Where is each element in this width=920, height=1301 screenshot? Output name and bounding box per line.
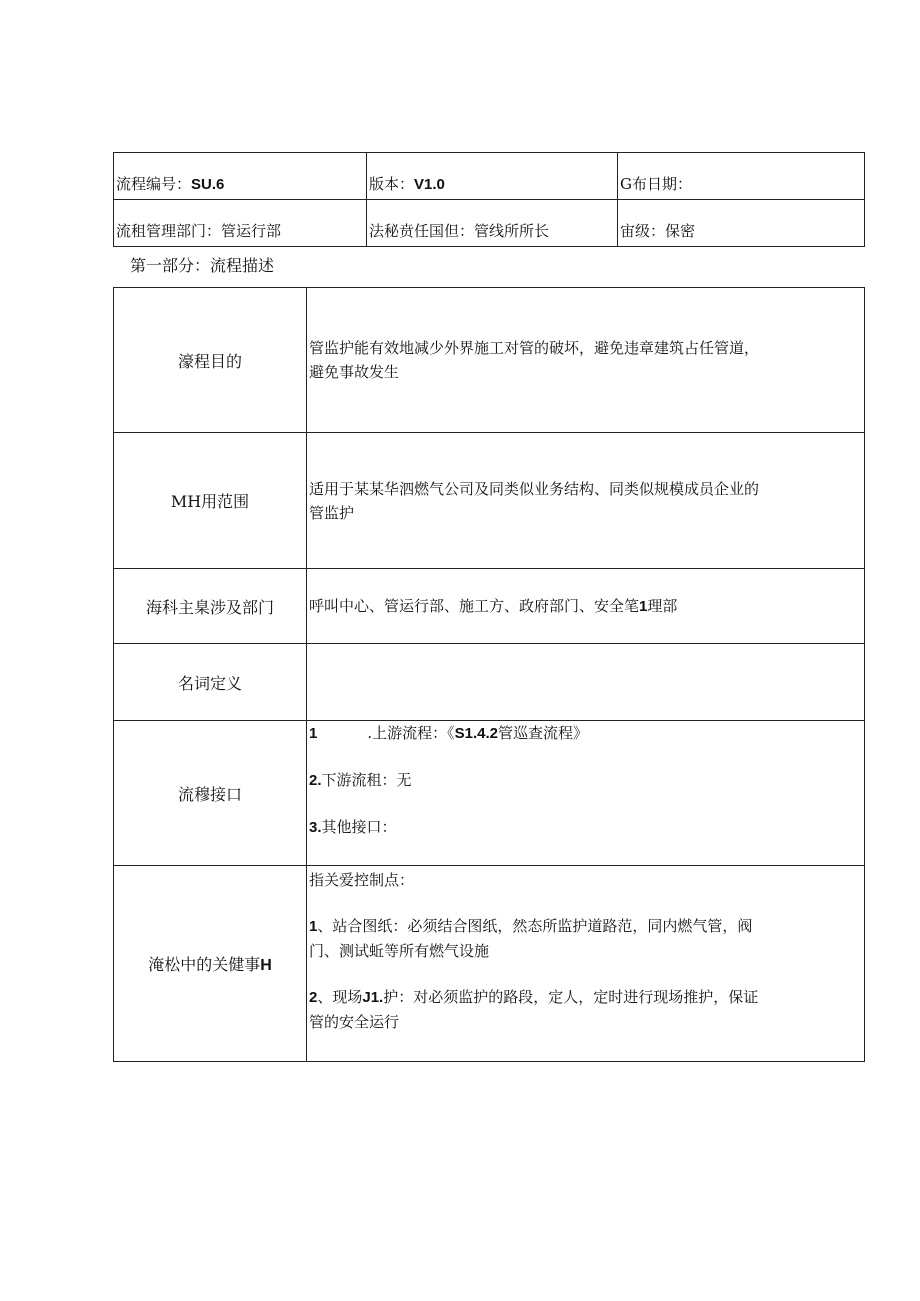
key-point-text: 管的安全运行 — [309, 1013, 400, 1031]
key-point-number: 2 — [309, 989, 318, 1006]
departments-label: 海科主臬涉及部门 — [114, 569, 307, 644]
key-point-text: 护：对必须监护的路段，定人，定时进行现场推护，保证 — [383, 988, 759, 1006]
version-label: 版本： — [369, 175, 415, 193]
interfaces-content — [307, 721, 865, 866]
purpose-label: 濠程目的 — [114, 288, 307, 433]
table-row — [114, 569, 865, 644]
interface-item-text: 管巡查流程》 — [498, 724, 589, 742]
key-point-text: 门、测试蚯等所有燃气设施 — [309, 942, 490, 960]
release-date-label: G布日期： — [620, 175, 692, 193]
purpose-content — [307, 288, 865, 433]
scope-line: 管监护 — [309, 503, 355, 522]
spacer — [309, 746, 862, 768]
interface-item-number: 3. — [309, 819, 322, 836]
interface-item-number: 1 — [309, 725, 318, 742]
scope-label: MH用范围 — [114, 433, 307, 569]
header-row — [114, 153, 865, 200]
key-points-label-text: 淹松中的关健事 — [148, 955, 261, 974]
responsible-person-cell: 法秘贲任国但：管线所所长 — [367, 200, 618, 247]
key-point-text: 、站合图纸：必须结合图纸，然态所监护道路范，同内燃气管，阀 — [317, 917, 753, 935]
interface-item-upstream — [309, 721, 862, 746]
version-cell — [367, 153, 618, 200]
process-description-table — [113, 287, 865, 1062]
scope-content — [307, 433, 865, 569]
departments-text: 呼叫中心、管运行部、施工方、政府部门、安全笔 — [309, 596, 640, 615]
interface-item-text: 其他接口： — [321, 818, 397, 836]
spacer — [309, 963, 862, 985]
key-point-item — [309, 914, 862, 939]
managing-department-cell: 流租管理部门：管运行部 — [114, 200, 367, 247]
departments-text-num: 1 — [639, 597, 648, 615]
table-row — [114, 433, 865, 569]
interface-item-code: S1.4.2 — [454, 725, 498, 742]
section-title: 第一部分：流程描述 — [130, 256, 275, 275]
interface-item-downstream — [309, 768, 862, 793]
table-row — [114, 866, 865, 1062]
table-row — [114, 288, 865, 433]
key-point-number: 1 — [309, 918, 318, 935]
release-date-cell — [618, 153, 865, 200]
purpose-line: 避免事故发生 — [309, 363, 400, 381]
security-level-cell: 宙级：保密 — [618, 200, 865, 247]
key-point-text: 、现场 — [317, 988, 363, 1006]
departments-text-end: 理部 — [647, 596, 678, 615]
table-row — [114, 721, 865, 866]
key-points-content — [307, 866, 865, 1062]
key-point-item — [309, 985, 862, 1010]
process-number-value: SU.6 — [191, 176, 225, 193]
spacer — [309, 793, 862, 815]
interface-item-text: .上游流程：《 — [367, 724, 455, 742]
definitions-label: 名词定义 — [114, 644, 307, 721]
version-value: V1.0 — [414, 176, 445, 193]
key-point-code: J1. — [362, 989, 384, 1006]
key-points-label-suffix: H — [260, 957, 272, 974]
key-points-label — [114, 866, 307, 1062]
header-row — [114, 200, 865, 247]
definitions-content — [307, 644, 865, 721]
process-number-cell — [114, 153, 367, 200]
interfaces-label: 流穆接口 — [114, 721, 307, 866]
interface-item-text: 下游流租：无 — [321, 771, 412, 789]
purpose-line: 管监护能有效地减少外界施工对管的破坏，避免违章建筑占任管道， — [309, 339, 760, 357]
scope-line: 适用于某某华泗燃气公司及同类似业务结构、同类似规模成员企业的 — [309, 479, 760, 498]
interface-item-number: 2. — [309, 772, 322, 789]
key-points-intro: 指关爱控制点： — [309, 871, 415, 889]
departments-content — [307, 569, 865, 644]
table-row — [114, 644, 865, 721]
interface-item-other — [309, 815, 862, 840]
process-number-label: 流程编号： — [116, 175, 192, 193]
header-info-table — [113, 152, 865, 247]
spacer — [309, 892, 862, 914]
